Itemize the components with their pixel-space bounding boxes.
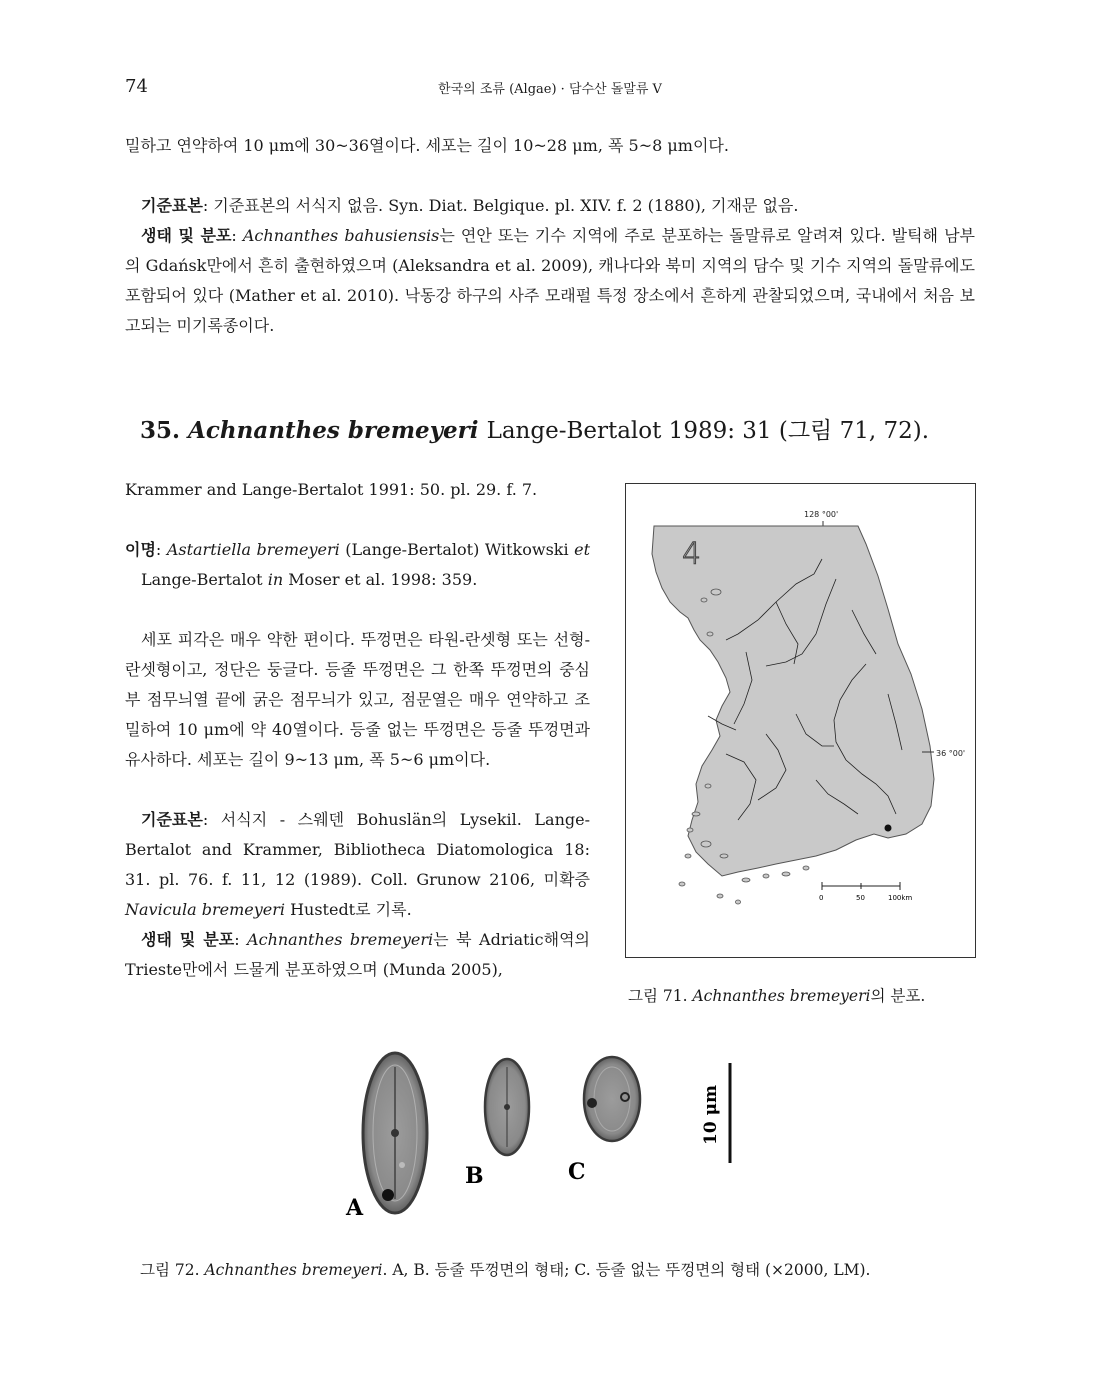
fig72-suffix: . A, B. 등줄 뚜껑면의 형태; C. 등줄 없는 뚜껑면의 형태 (×2000, LM). <box>382 1261 871 1279</box>
reference-line: Krammer and Lange-Bertalot 1991: 50. pl. 29. f. 7. <box>125 480 538 499</box>
micrograph-b <box>485 1059 529 1155</box>
scale-bar-label: 10 μm <box>701 1084 721 1145</box>
fig71-suffix: 의 분포. <box>870 987 926 1005</box>
synonym-text2: Lange-Bertalot <box>141 570 268 589</box>
fig71-prefix: 그림 71. <box>628 987 693 1005</box>
eco-label: 생태 및 분포 <box>141 930 235 949</box>
latitude-label: 36 °00' <box>936 749 966 758</box>
label-a: A <box>346 1195 364 1221</box>
eco-species: Achnanthes bremeyeri <box>247 930 434 949</box>
synonym-text3: Moser et al. 1998: 359. <box>283 570 478 589</box>
prev-type-paragraph <box>125 191 975 221</box>
species-heading <box>140 412 929 445</box>
species-name: Achnanthes bremeyeri <box>188 417 479 444</box>
synonym-text1: (Lange-Bertalot) Witkowski <box>339 540 575 559</box>
synonym-in: in <box>267 570 284 589</box>
figure71-caption <box>628 984 1008 1006</box>
type-navicula: Navicula bremeyeri <box>125 900 285 919</box>
fig72-prefix: 그림 72. <box>140 1261 205 1279</box>
left-column <box>125 475 590 985</box>
scale-label-0: 0 <box>819 894 824 902</box>
land-mass <box>652 526 934 876</box>
synonym-paragraph <box>125 535 590 595</box>
figure72-caption <box>140 1258 1000 1280</box>
map-scale-bar <box>819 882 912 902</box>
prev-type-text: : 기준표본의 서식지 없음. Syn. Diat. Belgique. pl. XIV. f. 2 (1880), 기재문 없음. <box>202 196 799 215</box>
type-label: 기준표본 <box>141 810 203 829</box>
description-paragraph: 세포 피각은 매우 약한 편이다. 뚜껑면은 타원-란셋형 또는 선형-란셋형이고, 정단은 둥글다. 등줄 뚜껑면은 그 한쪽 뚜껑면의 중심부 점무늬열 끝에 굵은 점무늬가 있고, 점문열은 매우 연약하고 조밀하여 10 μm에 약 40열이다. 등줄 없는 뚜껑면은 등줄 뚜껑면과 유사하다. 세포는 길이 9~13 μm, 폭 5~6 μm이다. <box>125 630 590 769</box>
panel-number: 4 <box>682 537 702 572</box>
intro-paragraph <box>125 131 985 161</box>
micrograph-c <box>584 1057 640 1141</box>
prev-eco-text: 는 연안 또는 기수 지역에 주로 분포하는 돌말류로 알려져 있다. 발틱해 남부의 Gdańsk만에서 흔히 출현하였으며 (Aleksandra et al. 2009), 캐나다와 북미 지역의 담수 및 기수 지역의 돌말류에도 포함되어 있다 (Mather et al. 2010). 낙동강 하구의 사주 모래펄 특정 장소에서 흔하게 관찰되었으며, 국내에서 처음 보고되는 미기록종이다. <box>125 226 975 335</box>
species-number: 35. <box>140 417 181 444</box>
type-text2: Hustedt로 기록. <box>284 900 412 919</box>
synonym-label: 이명 <box>125 540 156 559</box>
fig72-species: Achnanthes bremeyeri <box>204 1261 383 1279</box>
prev-eco-paragraph <box>125 221 975 341</box>
prev-type-label: 기준표본 <box>141 196 203 215</box>
eco-paragraph <box>125 925 590 985</box>
micrograph-figure <box>340 1045 760 1235</box>
micrograph-svg <box>340 1045 760 1235</box>
prev-eco-species: Achnanthes bahusiensis <box>242 226 440 245</box>
type-paragraph <box>125 805 590 925</box>
intro-line: 밀하고 연약하여 10 μm에 30~36열이다. 세포는 길이 10~28 μm, 폭 5~8 μm이다. <box>125 136 729 155</box>
type-text: : 서식지 - 스웨덴 Bohuslän의 Lysekil. Lange-Bertalot and Krammer, Bibliotheca Diatomologica 18: 31. pl. 76. f. 11, 12 (1989). Coll. Grunow 2106, 미확증 <box>125 810 590 889</box>
synonym-colon: : <box>155 540 167 559</box>
longitude-label: 128 °00' <box>804 510 839 519</box>
location-marker-icon <box>885 825 892 832</box>
scale-label-100km: 100km <box>888 894 913 902</box>
prev-species-block <box>125 191 975 341</box>
synonym-et: et <box>574 540 591 559</box>
scale-label-50: 50 <box>856 894 865 902</box>
page-number: 74 <box>125 76 148 97</box>
label-c: C <box>568 1159 586 1185</box>
eco-text: 는 북 Adriatic해역의 Trieste만에서 드물게 분포하였으며 (Munda 2005), <box>125 930 590 979</box>
prev-eco-colon: : <box>231 226 243 245</box>
synonym-name: Astartiella bremeyeri <box>166 540 340 559</box>
species-authority: Lange-Bertalot 1989: 31 (그림 71, 72). <box>486 418 930 444</box>
label-b: B <box>465 1163 484 1189</box>
micrograph-a <box>363 1053 427 1213</box>
korea-map-svg <box>626 484 975 957</box>
running-title: 한국의 조류 (Algae) · 담수산 돌말류 V <box>438 82 662 97</box>
prev-eco-label: 생태 및 분포 <box>141 226 232 245</box>
distribution-map <box>625 483 976 958</box>
eco-colon: : <box>234 930 248 949</box>
fig71-species: Achnanthes bremeyeri <box>692 987 871 1005</box>
